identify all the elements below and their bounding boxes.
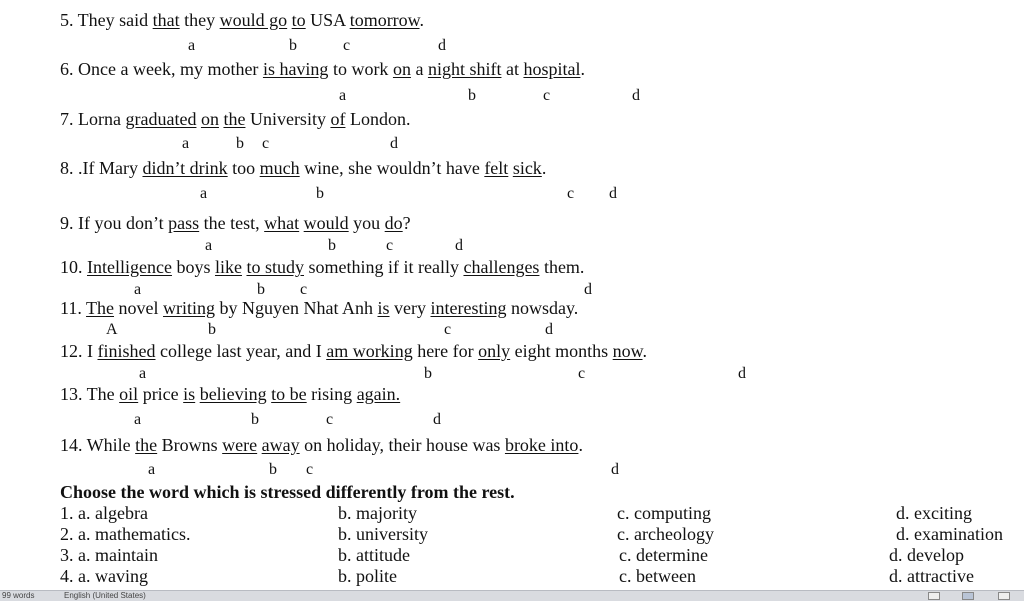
- underlined-segment: like: [214, 257, 242, 277]
- stress-q2-option-a: 2. a. mathematics.: [60, 524, 191, 544]
- underlined-segment: away: [261, 435, 300, 455]
- question-9: [60, 213, 411, 233]
- question-8: [60, 158, 546, 178]
- text-segment: at: [501, 59, 524, 79]
- underlined-segment: didn’t drink: [142, 158, 228, 178]
- underlined-segment: graduated: [125, 109, 197, 129]
- underlined-segment: writing: [163, 298, 216, 318]
- q14-label-c: c: [306, 461, 314, 478]
- q12-label-b: b: [424, 365, 432, 382]
- q5-label-a: a: [188, 37, 196, 54]
- text-segment: rising: [306, 384, 357, 404]
- question-number: 13.: [60, 384, 83, 404]
- underlined-segment: were: [222, 435, 258, 455]
- underlined-segment: what: [264, 213, 300, 233]
- text-segment: Lorna: [73, 109, 126, 129]
- q7-label-b: b: [236, 135, 244, 152]
- stress-q1-option-c: c. computing: [617, 503, 711, 523]
- q10-label-d: d: [584, 281, 592, 298]
- q6-label-c: c: [543, 87, 551, 104]
- underlined-segment: on: [392, 59, 411, 79]
- text-segment: them.: [539, 257, 585, 277]
- q7-label-c: c: [262, 135, 270, 152]
- underlined-segment: believing: [199, 384, 267, 404]
- language-indicator[interactable]: English (United States): [64, 591, 146, 600]
- q8-label-b: b: [316, 185, 324, 202]
- text-segment: Browns: [157, 435, 223, 455]
- question-number: 5.: [60, 10, 74, 30]
- stress-q1-option-a: 1. a. algebra: [60, 503, 148, 523]
- q9-label-b: b: [328, 237, 336, 254]
- q8-label-d: d: [609, 185, 617, 202]
- stress-q1-option-d: d. exciting: [896, 503, 972, 523]
- q5-label-b: b: [289, 37, 297, 54]
- text-segment: nowsday.: [506, 298, 579, 318]
- q13-label-b: b: [251, 411, 259, 428]
- stress-q2-option-d: d. examination: [896, 524, 1003, 544]
- underlined-segment: of: [330, 109, 346, 129]
- text-segment: I: [82, 341, 98, 361]
- underlined-segment: felt: [484, 158, 509, 178]
- section-heading: Choose the word which is stressed differently from the rest.: [60, 482, 515, 502]
- text-segment: a: [410, 59, 428, 79]
- stress-q4-option-a: 4. a. waving: [60, 566, 148, 586]
- q13-label-d: d: [433, 411, 441, 428]
- q11-label-c: c: [444, 321, 452, 338]
- q8-label-a: a: [200, 185, 208, 202]
- question-number: 12.: [60, 341, 83, 361]
- underlined-segment: to be: [271, 384, 307, 404]
- text-segment: boys: [171, 257, 215, 277]
- underlined-segment: interesting: [430, 298, 507, 318]
- underlined-segment: broke into: [504, 435, 579, 455]
- text-segment: you: [348, 213, 385, 233]
- print-layout-icon[interactable]: [962, 592, 974, 600]
- stress-q3-option-b: b. attitude: [338, 545, 410, 565]
- text-segment: on holiday, their house was: [299, 435, 505, 455]
- underlined-segment: on: [200, 109, 219, 129]
- text-segment: too: [227, 158, 260, 178]
- question-number: 11.: [60, 298, 82, 318]
- underlined-segment: again.: [356, 384, 401, 404]
- q8-label-c: c: [567, 185, 575, 202]
- q6-label-a: a: [339, 87, 347, 104]
- underlined-segment: only: [478, 341, 511, 361]
- text-segment: The: [82, 384, 120, 404]
- status-bar: [0, 590, 1024, 601]
- q10-label-b: b: [257, 281, 265, 298]
- q14-label-a: a: [148, 461, 156, 478]
- q11-label-b: b: [208, 321, 216, 338]
- q9-label-d: d: [455, 237, 463, 254]
- underlined-segment: finished: [97, 341, 156, 361]
- question-number: 6.: [60, 59, 74, 79]
- text-segment: .: [580, 59, 585, 79]
- question-number: 7.: [60, 109, 74, 129]
- text-segment: to work: [328, 59, 393, 79]
- q14-label-b: b: [269, 461, 277, 478]
- web-layout-icon[interactable]: [998, 592, 1010, 600]
- underlined-segment: pass: [168, 213, 200, 233]
- q12-label-c: c: [578, 365, 586, 382]
- text-segment: price: [138, 384, 184, 404]
- text-segment: the test,: [199, 213, 265, 233]
- stress-q2-option-b: b. university: [338, 524, 428, 544]
- underlined-segment: is: [377, 298, 390, 318]
- text-segment: ?: [402, 213, 411, 233]
- text-segment: While: [82, 435, 136, 455]
- text-segment: very: [389, 298, 431, 318]
- underlined-segment: oil: [119, 384, 139, 404]
- stress-q3-option-a: 3. a. maintain: [60, 545, 158, 565]
- q14-label-d: d: [611, 461, 619, 478]
- read-mode-icon[interactable]: [928, 592, 940, 600]
- text-segment: novel: [114, 298, 164, 318]
- underlined-segment: is having: [262, 59, 329, 79]
- question-5: [60, 10, 424, 30]
- question-number: 14.: [60, 435, 83, 455]
- underlined-segment: is: [183, 384, 196, 404]
- text-segment: by Nguyen Nhat Anh: [215, 298, 378, 318]
- underlined-segment: am working: [326, 341, 413, 361]
- text-segment: London.: [345, 109, 411, 129]
- stress-q4-option-d: d. attractive: [889, 566, 974, 586]
- stress-q3-option-c: c. determine: [619, 545, 708, 565]
- underlined-segment: much: [259, 158, 300, 178]
- text-segment: eight months: [510, 341, 613, 361]
- text-segment: .: [419, 10, 425, 30]
- stress-q3-option-d: d. develop: [889, 545, 964, 565]
- text-segment: Once a week, my mother: [73, 59, 263, 79]
- q12-label-d: d: [738, 365, 746, 382]
- word-count[interactable]: 99 words: [2, 591, 35, 600]
- q7-label-a: a: [182, 135, 190, 152]
- underlined-segment: sick: [512, 158, 542, 178]
- q5-label-c: c: [343, 37, 351, 54]
- underlined-segment: hospital: [523, 59, 581, 79]
- question-11: [60, 298, 578, 318]
- text-segment: here for: [412, 341, 479, 361]
- q11-label-d: d: [545, 321, 553, 338]
- underlined-segment: night shift: [427, 59, 502, 79]
- text-segment: USA: [305, 10, 350, 30]
- underlined-segment: now: [612, 341, 643, 361]
- underlined-segment: the: [135, 435, 158, 455]
- underlined-segment: tomorrow: [349, 10, 420, 30]
- question-number: 9.: [60, 213, 74, 233]
- q11-label-a: A: [106, 321, 118, 338]
- q5-label-d: d: [438, 37, 446, 54]
- underlined-segment: do: [384, 213, 403, 233]
- stress-q1-option-b: b. majority: [338, 503, 417, 523]
- underlined-segment: the: [223, 109, 246, 129]
- text-segment: .If Mary: [73, 158, 143, 178]
- text-segment: They said: [73, 10, 153, 30]
- text-segment: they: [179, 10, 220, 30]
- question-12: [60, 341, 647, 361]
- question-10: [60, 257, 584, 277]
- text-segment: something if it really: [304, 257, 464, 277]
- stress-q4-option-c: c. between: [619, 566, 696, 586]
- underlined-segment: challenges: [463, 257, 540, 277]
- question-13: [60, 384, 400, 404]
- q12-label-a: a: [139, 365, 147, 382]
- q9-label-c: c: [386, 237, 394, 254]
- question-14: [60, 435, 583, 455]
- text-segment: University: [245, 109, 331, 129]
- text-segment: If you don’t: [73, 213, 169, 233]
- underlined-segment: to: [291, 10, 306, 30]
- underlined-segment: would: [303, 213, 349, 233]
- q7-label-d: d: [390, 135, 398, 152]
- underlined-segment: Intelligence: [87, 257, 172, 277]
- text-segment: wine, she wouldn’t have: [299, 158, 485, 178]
- underlined-segment: that: [152, 10, 180, 30]
- question-7: [60, 109, 410, 129]
- q10-label-a: a: [134, 281, 142, 298]
- q13-label-a: a: [134, 411, 142, 428]
- q13-label-c: c: [326, 411, 334, 428]
- q6-label-d: d: [632, 87, 640, 104]
- underlined-segment: The: [86, 298, 115, 318]
- underlined-segment: to study: [246, 257, 304, 277]
- text-segment: .: [541, 158, 547, 178]
- q10-label-c: c: [300, 281, 308, 298]
- q9-label-a: a: [205, 237, 213, 254]
- text-segment: .: [642, 341, 648, 361]
- text-segment: .: [578, 435, 583, 455]
- question-number: 10.: [60, 257, 83, 277]
- stress-q2-option-c: c. archeology: [617, 524, 714, 544]
- text-segment: college last year, and I: [155, 341, 327, 361]
- question-6: [60, 59, 585, 79]
- q6-label-b: b: [468, 87, 476, 104]
- underlined-segment: would go: [219, 10, 288, 30]
- stress-q4-option-b: b. polite: [338, 566, 397, 586]
- question-number: 8.: [60, 158, 74, 178]
